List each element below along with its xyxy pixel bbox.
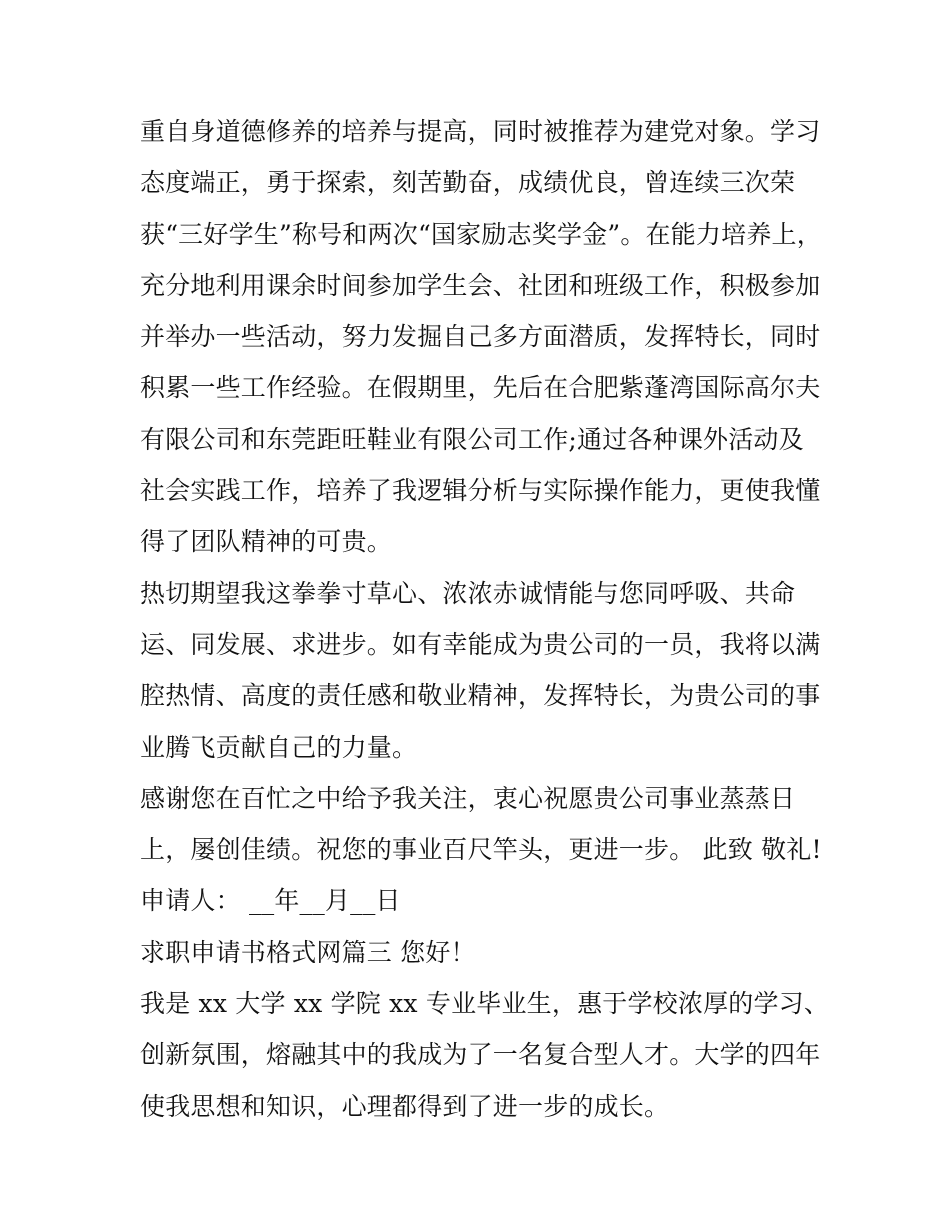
text-line: 腔热情、高度的责任感和敬业精神，发挥特长，为贵公司的事	[140, 681, 821, 711]
text-line: 上，屡创佳绩。祝您的事业百尺竿头，更进一步。 此致 敬礼!	[140, 835, 822, 865]
text-line: 得了团队精神的可贵。	[140, 527, 393, 557]
text-line: 社会实践工作，培养了我逻辑分析与实际操作能力，更使我懂	[140, 476, 821, 506]
text-line: 态度端正，勇于探索，刻苦勤奋，成绩优良，曾连续三次荣	[140, 168, 796, 198]
text-line: 使我思想和知识，心理都得到了进一步的成长。	[140, 1091, 670, 1121]
text-line: 感谢您在百忙之中给予我关注，衷心祝愿贵公司事业蒸蒸日	[140, 783, 796, 813]
text-line: 运、同发展、求进步。如有幸能成为贵公司的一员，我将以满	[140, 629, 821, 659]
section-heading: 求职申请书格式网篇三 您好！	[140, 937, 476, 967]
document-body	[140, 106, 830, 1132]
text-line: 并举办一些活动，努力发掘自己多方面潜质，发挥特长，同时	[140, 322, 821, 352]
text-line: 重自身道德修养的培养与提高，同时被推荐为建党对象。学习	[140, 117, 821, 146]
text-line: 获“三好学生”称号和两次“国家励志奖学金”。在能力培养上，	[140, 219, 822, 249]
text-line: 热切期望我这拳拳寸草心、浓浓赤诚情能与您同呼吸、共命	[140, 578, 796, 608]
text-line: 创新氛围，熔融其中的我成为了一名复合型人才。大学的四年	[140, 1040, 821, 1070]
text-line: 我是 xx 大学 xx 学院 xx 专业毕业生，惠于学校浓厚的学习、	[140, 989, 830, 1019]
text-line: 充分地利用课余时间参加学生会、社团和班级工作，积极参加	[140, 270, 821, 300]
text-line: 业腾飞贡献自己的力量。	[140, 732, 418, 762]
text-line: 有限公司和东莞距旺鞋业有限公司工作;通过各种课外活动及	[140, 424, 804, 454]
signature-date-line: 申请人： __年__月__日	[140, 886, 401, 916]
text-line: 积累一些工作经验。在假期里，先后在合肥紫蓬湾国际高尔夫	[140, 373, 821, 403]
